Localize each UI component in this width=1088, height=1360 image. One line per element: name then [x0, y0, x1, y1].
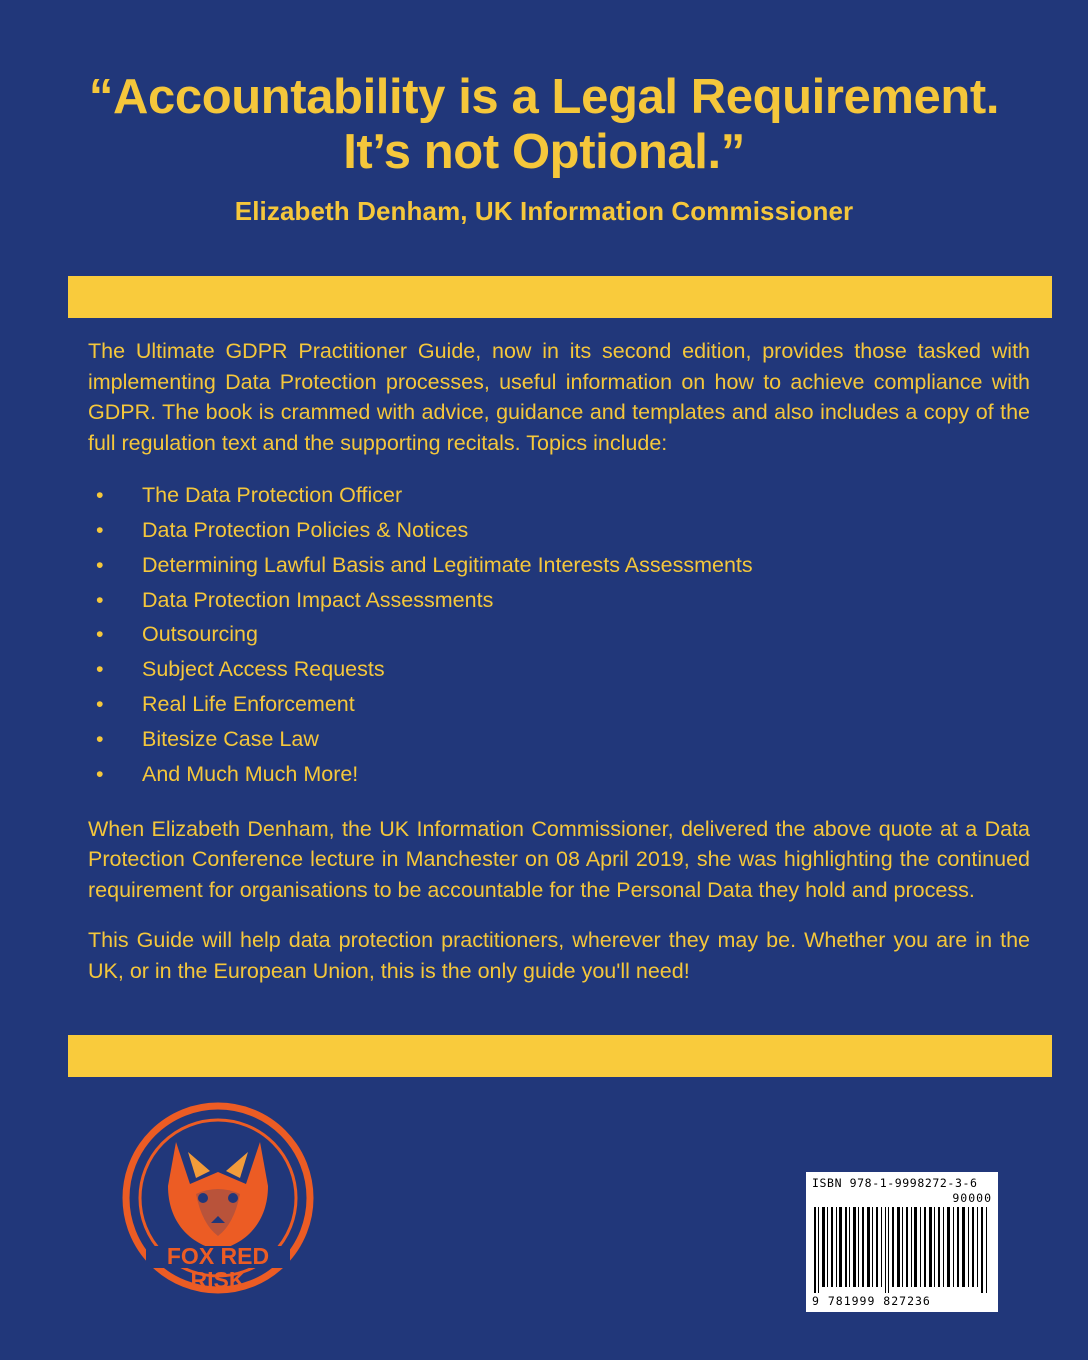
logo-line-2: RISK	[190, 1267, 246, 1293]
pull-quote	[24, 70, 1064, 180]
list-item: • Outsourcing	[88, 617, 1030, 652]
paragraph-2: When Elizabeth Denham, the UK Information Commissioner, delivered the above quote at a Data Protection Conference lecture in Manchester on 08 April 2019, she was highlighting the continued requirement for organisations to be accountable for the Personal Data they hold and process.	[88, 816, 1030, 902]
list-item: • Bitesize Case Law	[88, 722, 1030, 757]
list-item: • Subject Access Requests	[88, 652, 1030, 687]
list-item: • Determining Lawful Basis and Legitimate Interests Assessments	[88, 548, 1030, 583]
topics-list	[88, 478, 1030, 791]
logo-line-1: FOX RED	[166, 1243, 270, 1269]
fox-red-risk-logo	[118, 1098, 318, 1298]
list-item: • And Much Much More!	[88, 757, 1030, 792]
quote-line-1: “Accountability is a Legal Requirement.	[88, 70, 1000, 124]
barcode-bars	[812, 1207, 992, 1293]
quote-line-2: It’s not Optional.”	[343, 124, 745, 179]
isbn-supplement: 90000	[952, 1191, 992, 1205]
divider-rule-bottom	[68, 1035, 1052, 1077]
quote-attribution: Elizabeth Denham, UK Information Commissioner	[234, 195, 854, 226]
divider-rule-top	[68, 276, 1052, 318]
quote-block	[0, 70, 1088, 227]
paragraph-3: This Guide will help data protection practitioners, wherever they may be. Whether you are in the UK, or in the European Union, this is the only guide you'll need!	[88, 928, 1030, 983]
fox-head-icon	[118, 1098, 318, 1298]
ean-number: 9 781999 827236	[812, 1294, 931, 1308]
isbn-barcode	[806, 1172, 998, 1312]
list-item: • Data Protection Policies & Notices	[88, 513, 1030, 548]
isbn-label: ISBN 978-1-9998272-3-6	[812, 1176, 978, 1190]
back-cover-copy	[88, 336, 1030, 986]
list-item: • The Data Protection Officer	[88, 478, 1030, 513]
intro-paragraph: The Ultimate GDPR Practitioner Guide, now in its second edition, provides those tasked with implementing Data Protection processes, useful information on how to achieve compliance with GDPR. The book is crammed with advice, guidance and templates and also includes a copy of the full regulation text and the supporting recitals. Topics include:	[88, 339, 1030, 455]
list-item: • Real Life Enforcement	[88, 687, 1030, 722]
list-item: • Data Protection Impact Assessments	[88, 583, 1030, 618]
